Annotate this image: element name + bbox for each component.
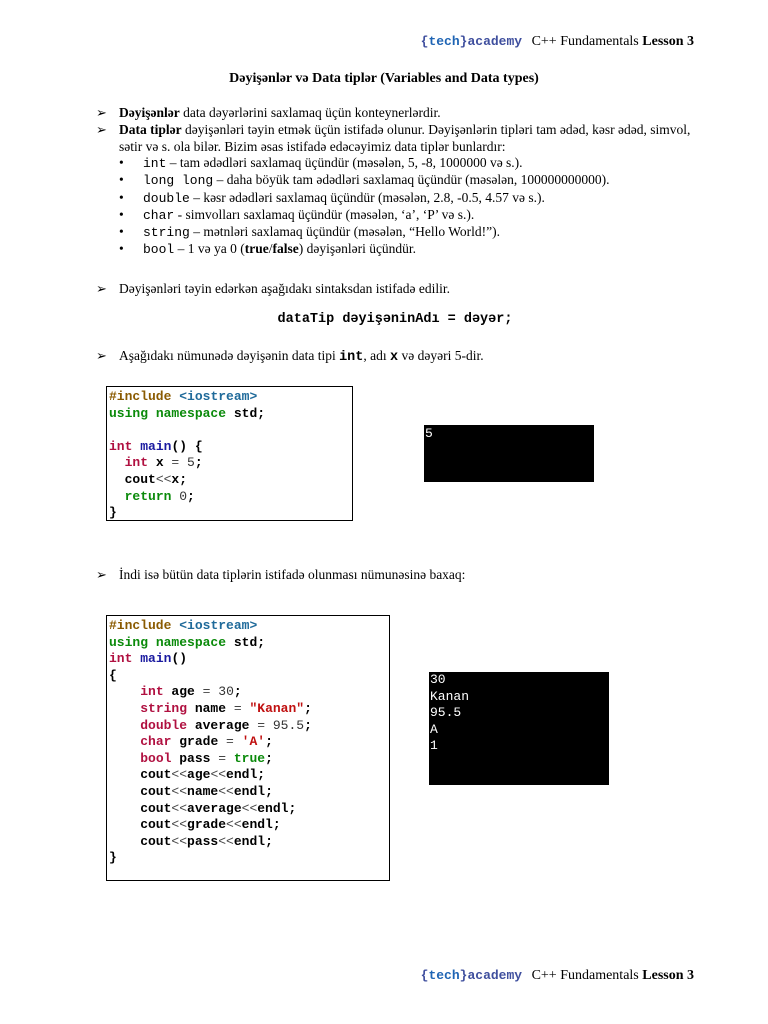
course-name: C++ Fundamentals	[531, 968, 639, 983]
list-item: • char - simvolları saxlamaq üçündür (məsələn, ‘a’, ‘P’ və s.).	[119, 206, 475, 223]
course-name: C++ Fundamentals	[531, 34, 639, 49]
page-header	[421, 34, 694, 50]
code-block-1: #include <iostream> using namespace std; int main() { int x = 5; cout<<x; return 0; }	[106, 386, 353, 521]
page-title: Dəyişənlər və Data tiplər (Variables and Data types)	[229, 71, 539, 86]
intro-paragraph-1: Dəyişənlər data dəyərlərini saxlamaq üçün konteynerlərdir.	[119, 105, 441, 120]
brand-logo: {tech}academy	[420, 968, 523, 983]
data-types-list	[119, 154, 610, 258]
arrow-bullet-icon: ➢	[96, 567, 107, 582]
lesson-number: Lesson 3	[642, 34, 694, 49]
arrow-bullet-icon: ➢	[96, 105, 107, 120]
syntax-line: dataTip dəyişəninAdı = dəyər;	[277, 312, 513, 327]
console-output-2: 30 Kanan 95.5 A 1	[429, 672, 609, 785]
list-item: • string – mətnləri saxlamaq üçündür (məsələn, “Hello World!”).	[119, 224, 500, 241]
arrow-bullet-icon: ➢	[96, 348, 107, 363]
arrow-bullet-icon: ➢	[96, 122, 107, 137]
syntax-intro: Dəyişənləri təyin edərkən aşağıdakı sintaksdan istifadə edilir.	[119, 281, 451, 296]
arrow-bullet-icon: ➢	[96, 281, 107, 296]
list-item: • long long – daha böyük tam ədədləri saxlamaq üçündür (məsələn, 100000000000).	[119, 172, 610, 189]
list-item: • bool – 1 və ya 0 (true/false) dəyişənləri üçündür.	[119, 241, 417, 258]
example1-intro: Aşağıdakı nümunədə dəyişənin data tipi int, adı x və dəyəri 5-dir.	[119, 348, 484, 365]
list-item: • double – kəsr ədədləri saxlamaq üçündür (məsələn, 2.8, -0.5, 4.57 və s.).	[119, 189, 545, 206]
page-footer	[421, 968, 694, 984]
list-item: • int – tam ədədləri saxlamaq üçündür (məsələn, 5, -8, 1000000 və s.).	[119, 155, 523, 171]
example2-intro: İndi isə bütün data tiplərin istifadə olunması nümunəsinə baxaq:	[119, 567, 466, 582]
intro-paragraph-2: Data tiplər dəyişənləri təyin etmək üçün istifadə olunur. Dəyişənlərin tipləri tam ədəd, kəsr ədəd, simvol, sətir və s. ola bilər. Bizim əsas istifadə edəcəyimiz data tiplər bunlardır:	[119, 122, 691, 154]
brand-logo: {tech}academy	[420, 34, 523, 49]
console-output-1: 5	[424, 425, 594, 482]
lesson-number: Lesson 3	[642, 968, 694, 983]
code-block-2: #include <iostream> using namespace std; int main() { int age = 30; string name = "Kanan"; double average = 95.5; char grade = 'A'; bool pass = true; cout<<age<<endl; cout<<name<<endl; cout<<average<<endl; cout<<grade<<endl; cout<<pass<<endl; }	[106, 615, 390, 881]
